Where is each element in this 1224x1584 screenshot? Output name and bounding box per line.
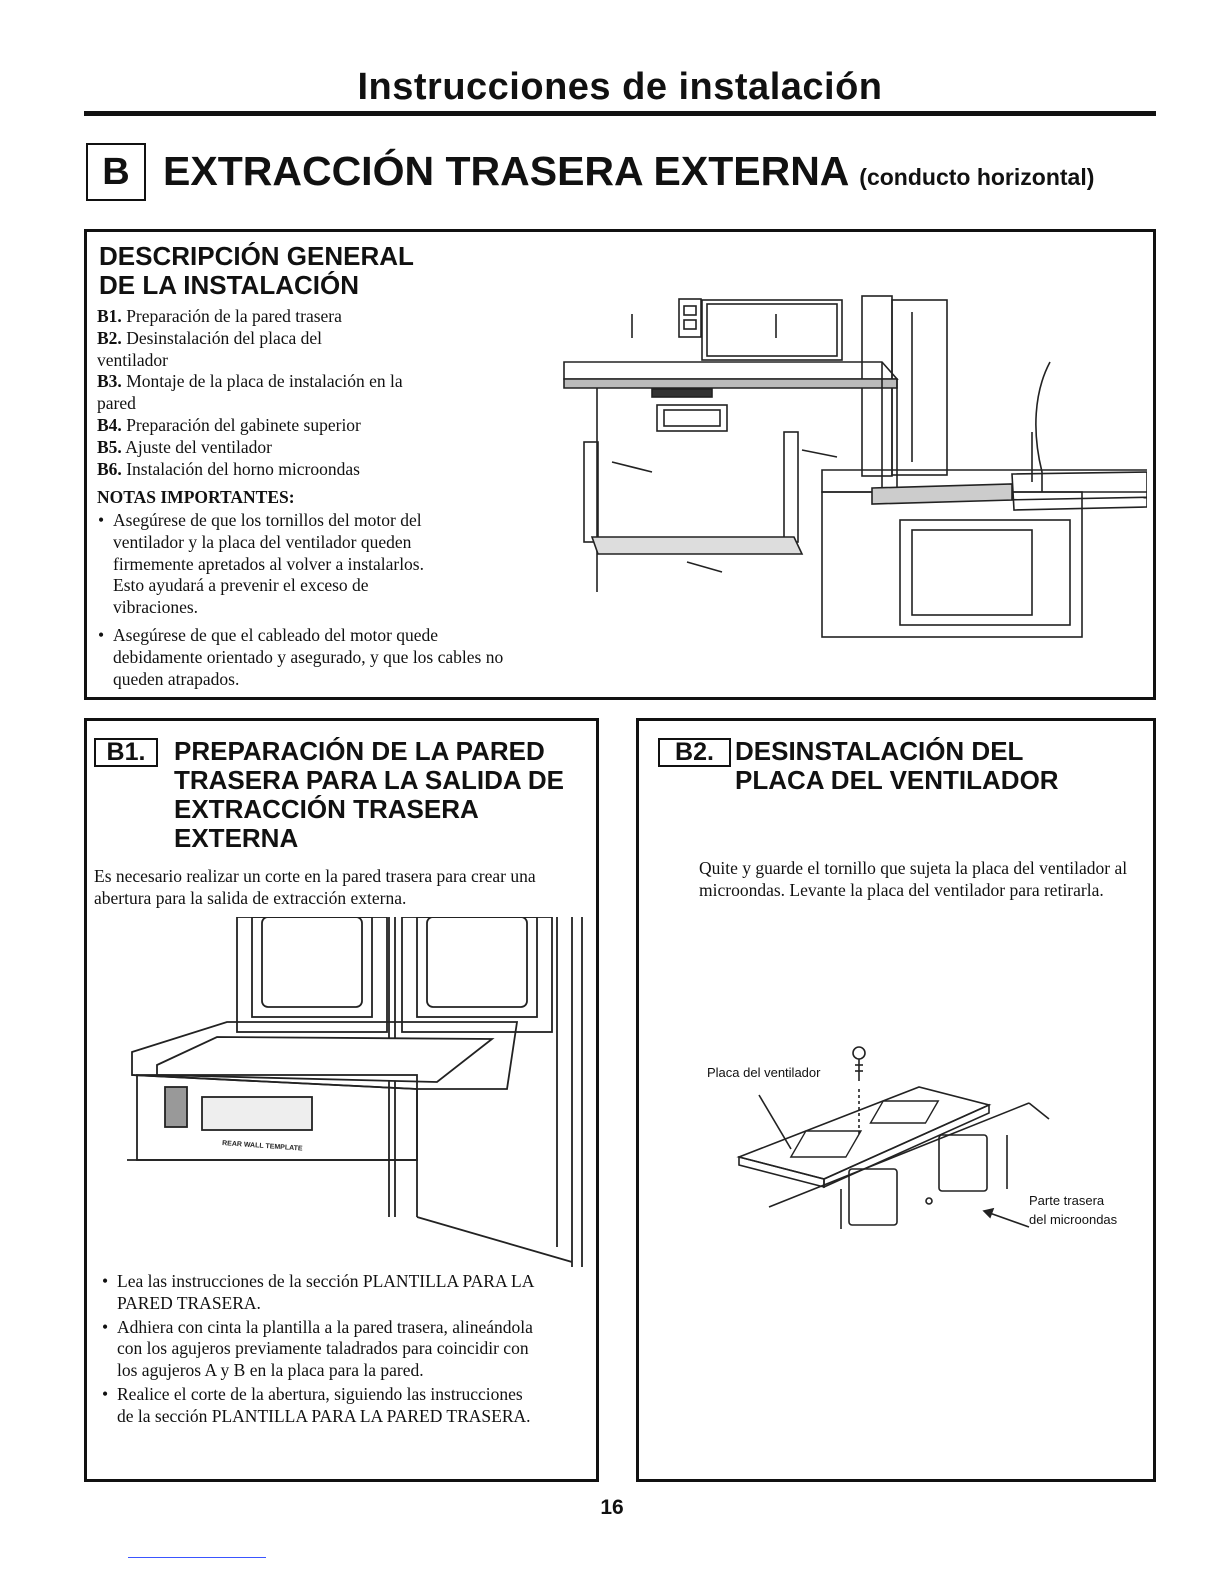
- section-letter-badge: B: [86, 143, 146, 201]
- overview-installation-illustration: [442, 292, 1147, 652]
- b1-title: PREPARACIÓN DE LA PARED TRASERA PARA LA SALIDA DE EXTRACCIÓN TRASERA EXTERNA: [174, 736, 564, 853]
- b1-panel: [84, 718, 599, 1482]
- callout-rear-line1: Parte trasera: [1029, 1193, 1105, 1208]
- b2-title-line2: PLACA DEL VENTILADOR: [735, 765, 1059, 795]
- overview-heading-line1: DESCRIPCIÓN GENERAL: [99, 241, 414, 271]
- section-title: [163, 148, 1094, 195]
- overview-step: [97, 415, 442, 437]
- header-divider: [84, 111, 1156, 116]
- step-code: B1.: [97, 306, 122, 326]
- step-text: Desinstalación del placa del ventilador: [97, 327, 323, 370]
- b1-intro: Es necesario realizar un corte en la pared trasera para crear una abertura para la salida de extracción externa.: [94, 866, 536, 908]
- b2-step-badge: B2.: [658, 738, 731, 767]
- b1-step-badge: B1.: [94, 738, 158, 767]
- overview-step: [97, 306, 442, 328]
- overview-heading: [99, 242, 414, 300]
- overview-steps-list: [97, 306, 442, 480]
- note-item: • Asegúrese de que el cableado del motor quede debidamente orientado y asegurado, y que los cables no queden atrapados.: [97, 625, 523, 690]
- overview-step: [97, 459, 442, 481]
- template-label: REAR WALL TEMPLATE: [221, 1140, 303, 1153]
- b1-bullet-list: [101, 1271, 571, 1430]
- step-text: Preparación de la pared trasera: [126, 306, 342, 326]
- overview-panel: [84, 229, 1156, 700]
- b2-intro: Quite y guarde el tornillo que sujeta la placa del ventilador al microondas. Levante la placa del ventilador para retirarla.: [699, 858, 1128, 900]
- rear-wall-template-illustration: [127, 917, 587, 1273]
- b1-bullet: • Adhiera con cinta la plantilla a la pared trasera, alineándola con los agujeros previamente taladrados para coincidir con los agujeros A y B en la placa para la pared.: [101, 1317, 547, 1382]
- overview-step: [97, 437, 442, 459]
- fan-plate-illustration: [729, 1039, 1059, 1239]
- overview-step: [97, 328, 377, 372]
- step-text: Ajuste del ventilador: [125, 436, 273, 457]
- step-code: B6.: [97, 458, 122, 479]
- b2-title-line1: DESINSTALACIÓN DEL: [735, 736, 1024, 766]
- overview-step: [97, 371, 442, 415]
- callout-fan-plate: Placa del ventilador: [707, 1065, 821, 1080]
- step-text: Preparación del gabinete superior: [126, 414, 361, 435]
- b2-title: [735, 737, 1145, 795]
- note-item: • Asegúrese de que los tornillos del motor del ventilador y la placa del ventilador queden firmemente apretados al volver a instalarlos. Esto ayudará a prevenir el exceso de vibraciones.: [97, 510, 443, 619]
- callout-rear-line2: del microondas: [1029, 1212, 1118, 1227]
- section-title-main: EXTRACCIÓN TRASERA EXTERNA: [163, 148, 848, 194]
- b2-panel: [636, 718, 1156, 1482]
- page-number: 16: [600, 1496, 624, 1519]
- notes-title: NOTAS IMPORTANTES:: [97, 487, 295, 507]
- step-code: B5.: [97, 436, 122, 457]
- step-text: Instalación del horno microondas: [126, 458, 360, 479]
- section-subtitle: (conducto horizontal): [859, 164, 1095, 190]
- footer-link-underline: [128, 1557, 266, 1558]
- step-code: B3.: [97, 371, 122, 392]
- overview-heading-line2: DE LA INSTALACIÓN: [99, 270, 359, 300]
- page-title: Instrucciones de instalación: [357, 66, 883, 108]
- step-code: B4.: [97, 414, 122, 435]
- b1-bullet: • Lea las instrucciones de la sección PLANTILLA PARA LA PARED TRASERA.: [101, 1271, 557, 1315]
- step-text: Montaje de la placa de instalación en la pared: [97, 371, 403, 414]
- b1-bullet: • Realice el corte de la abertura, siguiendo las instrucciones de la sección PLANTILLA PARA LA PARED TRASERA.: [101, 1384, 537, 1428]
- step-code: B2.: [97, 327, 122, 348]
